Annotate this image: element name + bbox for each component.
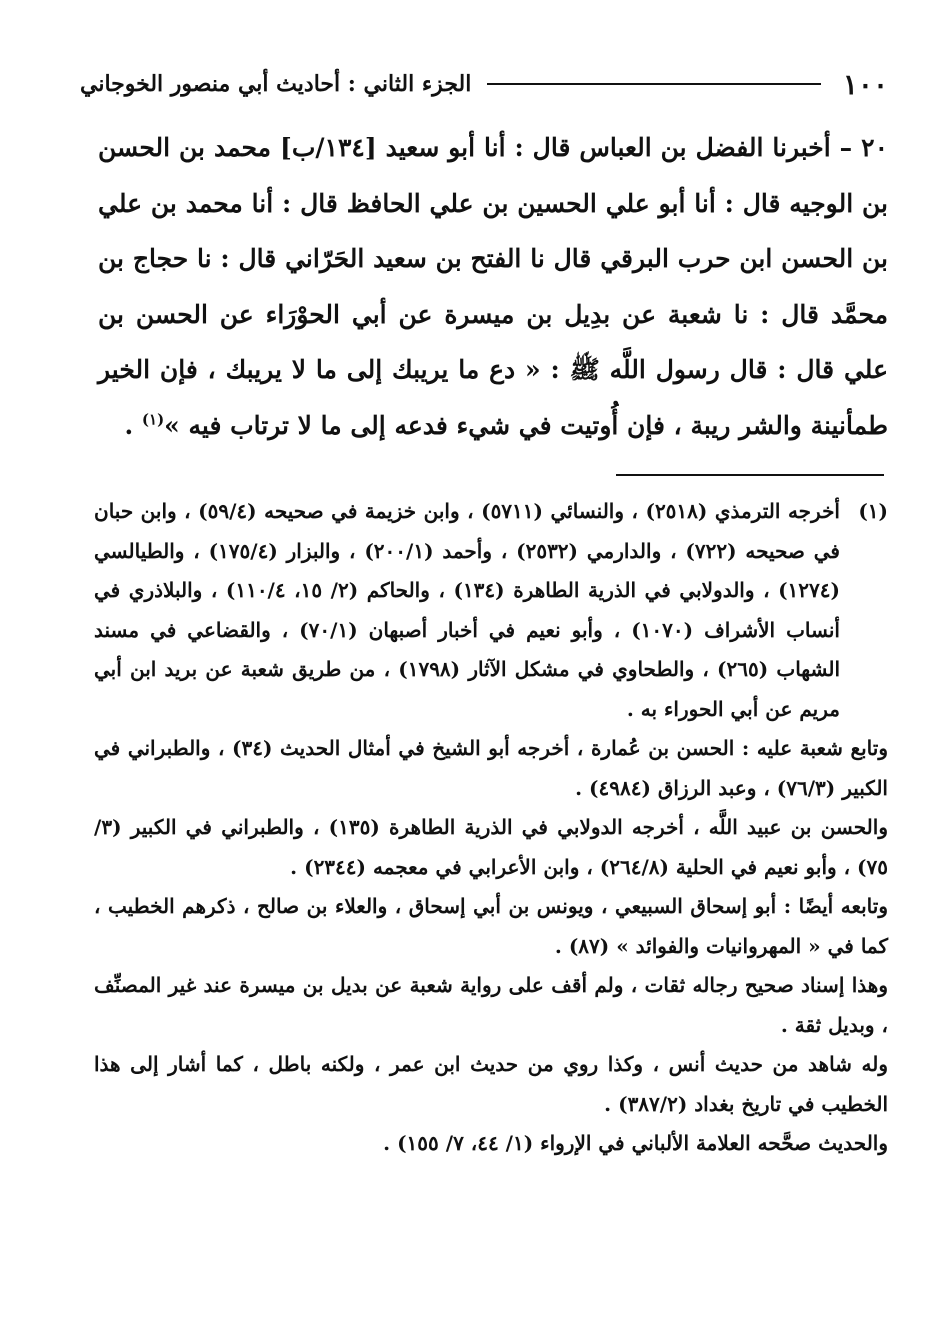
footnote-paragraph: وتابعه أيضًا : أبو إسحاق السبيعي ، ويونس بن أبي إسحاق ، والعلاء بن صالح ، ذكرهم الخطيب ، كما في « المهروانيات والفوائد » (٨٧) . xyxy=(94,894,888,958)
hadith-number: ٢٠ – xyxy=(839,133,888,162)
hadith-lead-word: أخبرنا xyxy=(772,133,831,162)
hadith-text xyxy=(98,120,888,453)
footnote-reference: (١) xyxy=(141,410,165,429)
footnote-paragraph: وتابع شعبة عليه : الحسن بن عُمارة ، أخرجه أبو الشيخ في أمثال الحديث (٣٤) ، والطبراني في الكبير (٧٦/٣) ، وعبد الرزاق (٤٩٨٤) . xyxy=(94,736,888,800)
footnote-paragraph xyxy=(94,492,888,729)
footnote-number: (١) xyxy=(858,499,888,523)
page-number: ١٠٠ xyxy=(842,67,888,101)
page-header xyxy=(80,64,888,104)
footnote-text: أخرجه الترمذي (٢٥١٨) ، والنسائي (٥٧١١) ، وابن خزيمة في صحيحه (٥٩/٤) ، وابن حبان في صحيحه (٧٢٢) ، والدارمي (٢٥٣٢) ، وأحمد (٢٠٠/١) ، والبزار (١٧٥/٤) ، والطيالسي (١٢٧٤) ، والدولابي في الذرية الطاهرة (١٣٤) ، والحاكم (٢/ ١٥، ١١٠/٤) ، والبلاذري في أنساب الأشراف (١٠٧٠) ، وأبو نعيم في أخبار أصبهان (٧٠/١) ، والقضاعي في مسند الشهاب (٢٦٥) ، والطحاوي في مشكل الآثار (١٧٩٨) ، من طريق شعبة عن بريد ابن أبي مريم عن أبي الحوراء به . xyxy=(94,499,841,721)
footnote-paragraph: والحسن بن عبيد اللَّه ، أخرجه الدولابي في الذرية الطاهرة (١٣٥) ، والطبراني في الكبير (٣/ ٧٥) ، وأبو نعيم في الحلية (٢٦٤/٨) ، وابن الأعرابي في معجمه (٢٣٤٤) . xyxy=(94,815,888,879)
running-title: الجزء الثاني : أحاديث أبي منصور الخوجاني xyxy=(80,71,472,97)
header-rule xyxy=(487,83,821,85)
hadith-body: الفضل بن العباس قال : أنا أبو سعيد [١٣٤/ب] محمد بن الحسن بن الوجيه قال : أنا أبو علي الحسين بن علي الحافظ قال : أنا محمد بن علي بن الحسن ابن حرب البرقي قال نا الفتح بن سعيد الحَرّاني قال : نا حجاج بن محمَّد قال : نا شعبة عن بدِيل بن ميسرة عن أبي الحوْرَاء عن الحسن بن علي قال : قال رسول اللَّه ﷺ : « دع ما يريبك إلى ما لا يريبك ، فإن الخير طمأنينة والشر ريبة ، فإن أُوتيت في شيء فدعه إلى ما لا ترتاب فيه » xyxy=(98,133,888,440)
footnote-paragraph: والحديث صحَّحه العلامة الألباني في الإرواء (١/ ٤٤، ٧/ ١٥٥) . xyxy=(383,1131,888,1155)
footnotes xyxy=(94,492,888,1164)
footnote-separator xyxy=(616,474,884,476)
footnote-paragraph: وله شاهد من حديث أنس ، وكذا روي من حديث ابن عمر ، ولكنه باطل ، كما أشار إلى هذا الخطيب في تاريخ بغداد (٣٨٧/٢) . xyxy=(94,1052,888,1116)
footnote-paragraph: وهذا إسناد صحيح رجاله ثقات ، ولم أقف على رواية شعبة عن بديل بن ميسرة عند غير المصنِّف ، وبديل ثقة . xyxy=(94,973,888,1037)
hadith-end-punctuation: . xyxy=(124,410,142,440)
